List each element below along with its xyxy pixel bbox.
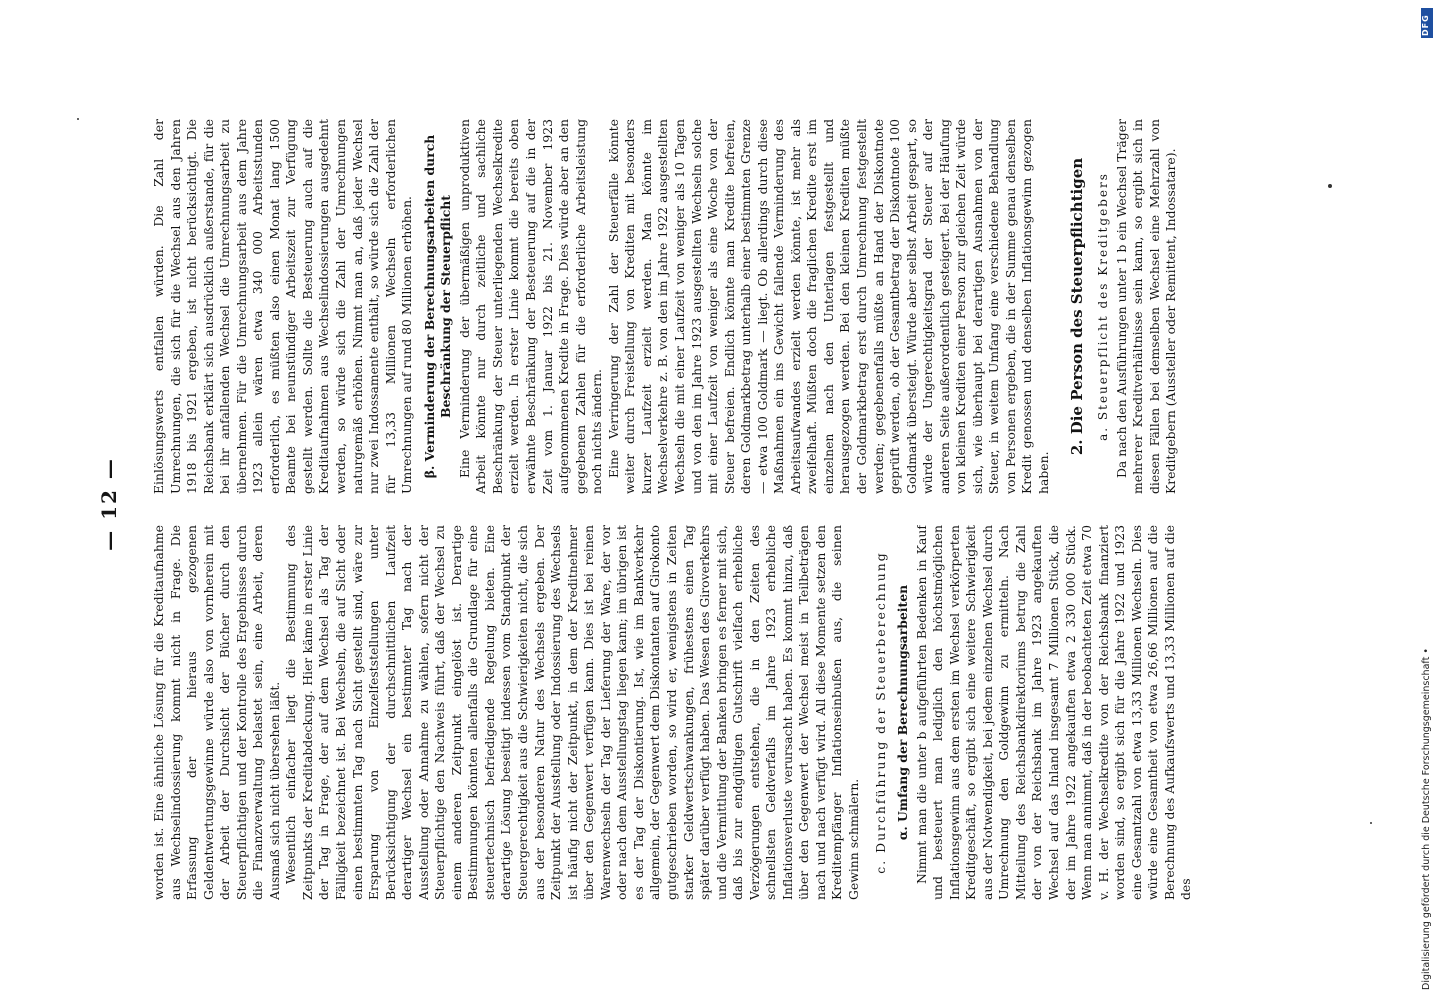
body-paragraph: Eine Verringerung der Zahl der Steuerfälle könnte weiter durch Freistellung von Krediten mit besonders kurzer Laufzeit erzielt werden. Man könnte im Wechselverkehre z. B. von den im Jahre 1922 ausgestellten Wechseln die mit einer Laufzeit von weniger als 10 Tagen und von den im Jahre 1923 ausgestellten Wechseln solche mit einer Laufzeit von weniger als eine Woche von der Steuer befreien. Endlich könnte man Kredite befreien, deren Goldmarkbetrag unterhalb einer bestimmten Grenze — etwa 100 Goldmark — liegt. Ob allerdings durch diese Maßnahmen ein ins Gewicht fallende Verminderung des Arbeitsaufwandes erzielt werden könnte, ist mehr als zweifelhaft. Müßten doch die fraglichen Kredite erst im einzelnen nach den Unterlagen festgestellt und herausgezogen werden. Bei den kleinen Krediten müßte der Goldmarkbetrag erst durch Umrechnung festgestellt werden; gegebenenfalls müßte an Hand der Diskontnote geprüft werden, ob der Gesamtbetrag der Diskontnote 100 Goldmark übersteigt. Würde aber selbst Arbeit gespart, so würde der Ungerechtigkeitsgrad der Steuer auf der anderen Seite außerordentlich gesteigert. Bei der Häufung von kleinen Krediten einer Person zur gleichen Zeit würde sich, wie überhaupt bei derartigen Ausnahmen von der Steuer, in weitem Umfang eine verschiedene Behandlung von Personen ergeben, die in der Summe genau denselben Kredit genossen und denselben Inflationsgewinn gezogen haben.: [605, 119, 1051, 494]
section-heading: α. Umfang der Berechnungsarbeiten: [895, 584, 911, 841]
right-text-column: [151, 119, 1261, 494]
body-paragraph: Eine Verminderung der übermäßigen unproduktiven Arbeit könnte nur durch zeitliche und sachliche Beschränkung der Steuer unterliegenden Wechselkredite erzielt werden. In erster Linie kommt die bereits oben erwähnte Beschränkung der Besteuerung auf die in der Zeit vom 1. Januar 1922 bis 21. November 1923 aufgenommenen Kredite in Frage. Dies würde aber an den gegebenen Zahlen für die erforderliche Arbeitsleistung noch nichts ändern.: [456, 119, 605, 494]
scan-speck: [1370, 822, 1372, 824]
dfg-logo-text: DFG: [1421, 14, 1430, 36]
scan-speck: [77, 118, 79, 120]
left-text-column: [151, 525, 1261, 900]
scan-speck: [1328, 184, 1332, 188]
section-heading: c. Durchführung der Steuerberechnung: [872, 551, 888, 874]
rotated-document-page: [97, 104, 1267, 904]
dfg-logo-badge: [1421, 8, 1433, 38]
section-heading: β. Verminderung der Berechnungsarbeiten durch Beschränkung der Steuerpflicht: [421, 134, 454, 479]
digitization-credit: Digitalisierung gefördert durch die Deutsche Forschungsgemeinschaft •: [1421, 648, 1432, 990]
page-number-header: — 12 —: [97, 457, 121, 551]
section-heading: a. Steuerpflicht des Kreditgebers: [1096, 172, 1111, 441]
body-paragraph: Nimmt man die unter b aufgeführten Bedenken in Kauf und besteuert man lediglich den höchstmöglichen Inflationsgewinn aus dem ersten im Wechsel verkörperten Kreditgeschäft, so ergibt sich eine weitere Schwierigkeit aus der Notwendigkeit, bei jedem einzelnen Wechsel durch Umrechnung den Goldgewinn zu ermitteln. Nach Mitteilung des Reichsbankdirektoriums betrug die Zahl der von der Reichsbank im Jahre 1923 angekauften Wechsel auf das Inland insgesamt 7 Millionen Stück, die der im Jahre 1922 angekauften etwa 2 330 000 Stück. Wenn man annimmt, daß in der beobachteten Zeit etwa 70 v. H. der Wechselkredite von der Reichsbank finanziert worden sind, so ergibt sich für die Jahre 1922 und 1923 eine Gesamtzahl von etwa 13,33 Millionen Wechseln. Dies würde eine Gesamtheit von etwa 26,66 Millionen auf die Berechnung des Aufkaufswerts und 13,33 Millionen auf die des: [913, 525, 1194, 900]
body-paragraph: Einlösungswerts entfallen würden. Die Zahl der Umrechnungen, die sich für die Wechsel aus den Jahren 1918 bis 1921 ergeben, ist nicht berücksichtigt. Die Reichsbank erklärt sich ausdrücklich außerstande, für die bei ihr anfallenden Wechsel die Umrechnungsarbeit zu übernehmen. Für die Umrechnungsarbeit aus dem Jahre 1923 allein wären etwa 340 000 Arbeitsstunden erforderlich, es müßten also einen Monat lang 1500 Beamte bei neunstündiger Arbeitszeit zur Verfügung gestellt werden. Sollte die Besteuerung auch auf die Kreditaufnahmen aus Wechselindossierungen ausgedehnt werden, so würde sich die Zahl der Umrechnungen naturgemäß erhöhen. Nimmt man an, daß jeder Wechsel nur zwei Indossamente enthält, so würde sich die Zahl der für 13,33 Millionen Wechseln erforderlichen Umrechnungen auf rund 80 Millionen erhöhen.: [151, 119, 415, 494]
body-paragraph: worden ist. Eine ähnliche Lösung für die Kreditaufnahme aus Wechselindossierung kommt nicht in Frage. Die Erfassung der hieraus gezogenen Geldentwertungsgewinne würde also von vornherein mit der Arbeit der Durchsicht der Bücher durch den Steuerpflichtigen und der Kontrolle des Ergebnisses durch die Finanzverwaltung belastet sein, eine Arbeit, deren Ausmaß sich nicht übersehen läßt.: [151, 525, 282, 900]
body-paragraph: Da nach den Ausführungen unter 1 b ein Wechsel Träger mehrerer Kreditverhältnisse sein kann, so ergibt sich in diesen Fällen bei demselben Wechsel eine Mehrzahl von Kreditgebern (Aussteller oder Remittent, Indossatare).: [1113, 119, 1179, 494]
body-paragraph: Wesentlich einfacher liegt die Bestimmung des Zeitpunkts der Kreditabdeckung. Hier käme in erster Linie der Tag in Frage, der auf dem Wechsel als Tag der Fälligkeit bezeichnet ist. Bei Wechseln, die auf Sicht oder einen bestimmten Tag nach Sicht gestellt sind, wäre zur Ersparung von Einzelfeststellungen unter Berücksichtigung der durchschnittlichen Laufzeit derartiger Wechsel ein bestimmter Tag nach der Ausstellung oder Annahme zu wählen, sofern nicht der Steuerpflichtige den Nachweis führt, daß der Wechsel zu einem anderen Zeitpunkt eingelöst ist. Derartige Bestimmungen könnten allenfalls die Grundlage für eine steuertechnisch befriedigende Regelung bieten. Eine derartige Lösung beseitigt indessen vom Standpunkt der Steuergerechtigkeit aus die Schwierigkeiten nicht, die sich aus der besonderen Natur des Wechsels ergeben. Der Zeitpunkt der Ausstellung oder Indossierung des Wechsels ist häufig nicht der Zeitpunkt, in dem der Kreditnehmer über den Gegenwert verfügen kann. Dies ist bei reinen Warenwechseln der Tag der Lieferung der Ware, der vor oder nach dem Ausstellungstag liegen kann; im übrigen ist es der Tag der Diskontierung. Ist, wie im Bankverkehr allgemein, der Gegenwert dem Diskontanten auf Girokonto gutgeschrieben worden, so wird er, wenigstens in Zeiten starker Geldwertschwankungen, frühestens einen Tag später darüber verfügt haben. Das Wesen des Giroverkehrs und die Vermittlung der Banken bringen es ferner mit sich, daß bis zur endgültigen Gutschrift vielfach erhebliche Verzögerungen entstehen, die in den Zeiten des schnellsten Geldverfalls im Jahre 1923 erhebliche Inflationsverluste verursacht haben. Es kommt hinzu, daß über den Gegenwert der Wechsel meist in Teilbeträgen nach und nach verfügt wird. All diese Momente setzen den Kreditempfänger Inflationseinbußen aus, die seinen Gewinn schmälern.: [283, 525, 861, 900]
section-heading: 2. Die Person des Steuerpflichtigen: [1067, 157, 1086, 456]
